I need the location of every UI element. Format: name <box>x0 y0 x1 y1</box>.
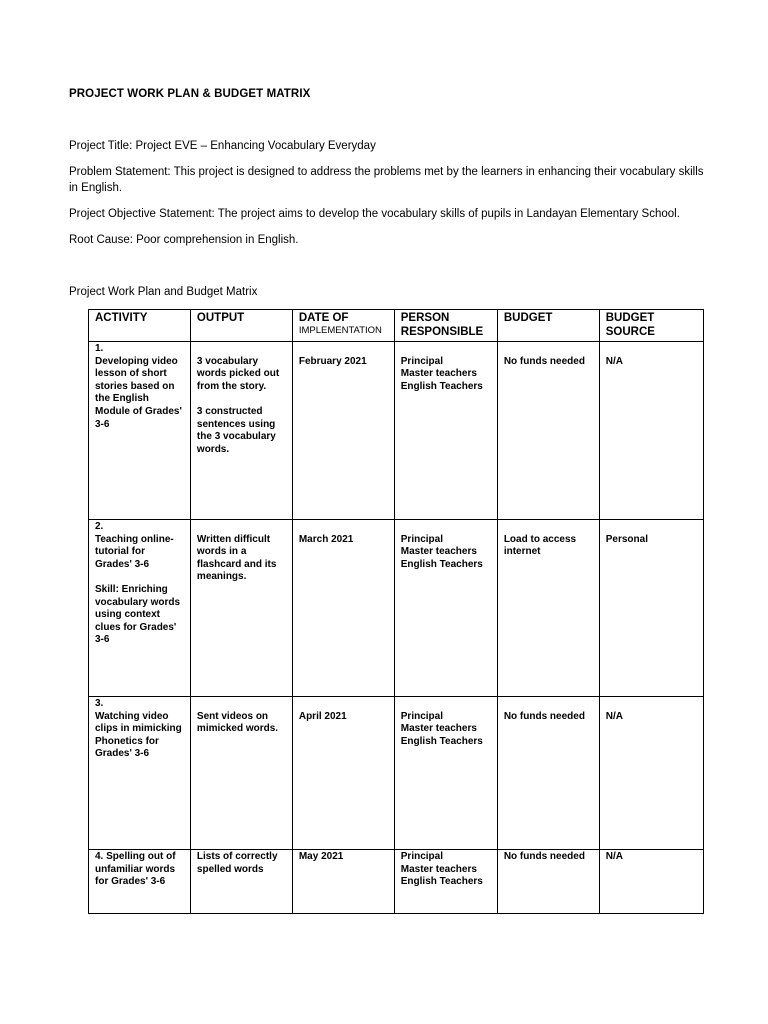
cell-output <box>190 342 292 520</box>
cell-budget <box>497 342 599 520</box>
source-text: N/A <box>605 710 623 722</box>
cell-output <box>190 850 292 914</box>
cell-date <box>292 850 394 914</box>
date-text: April 2021 <box>298 710 347 722</box>
table-row <box>89 850 704 914</box>
person-text: Principal Master teachers English Teachers <box>400 710 483 747</box>
cell-date <box>292 697 394 850</box>
cell-person <box>394 697 497 850</box>
cell-source <box>599 342 703 520</box>
activity-text: 2. Teaching online-tutorial for Grades' 3-6 Skill: Enriching vocabulary words using context clues for Grades' 3-6 <box>95 521 181 646</box>
matrix-caption: Project Work Plan and Budget Matrix <box>69 286 258 298</box>
cell-date <box>292 520 394 697</box>
source-text: N/A <box>605 355 623 367</box>
cell-activity <box>89 850 191 914</box>
cell-source <box>599 850 703 914</box>
date-text: February 2021 <box>298 355 367 367</box>
header-person: PERSON RESPONSIBLE <box>394 310 497 342</box>
header-date <box>292 310 394 342</box>
header-budget: BUDGET <box>497 310 599 342</box>
cell-output <box>190 520 292 697</box>
cell-budget <box>497 850 599 914</box>
budget-text: Load to access internet <box>503 533 577 558</box>
cell-budget <box>497 697 599 850</box>
header-date-sublabel: IMPLEMENTATION <box>298 325 382 336</box>
table-header-row <box>89 310 704 342</box>
header-output: OUTPUT <box>190 310 292 342</box>
output-text: Written difficult words in a flashcard and its meanings. <box>196 533 277 583</box>
activity-text: 3. Watching video clips in mimicking Phonetics for Grades' 3-6 <box>95 698 182 760</box>
date-text: March 2021 <box>298 533 354 545</box>
cell-date <box>292 342 394 520</box>
cell-activity <box>89 697 191 850</box>
budget-text: No funds needed <box>503 851 585 862</box>
cell-person <box>394 342 497 520</box>
cell-source <box>599 697 703 850</box>
person-text: Principal Master teachers English Teachers <box>400 533 483 570</box>
objective-statement: Project Objective Statement: The project aims to develop the vocabulary skills of pupils in Landayan Elementary School. <box>69 208 680 220</box>
work-plan-budget-table <box>88 309 704 914</box>
source-text: N/A <box>605 851 623 862</box>
budget-text: No funds needed <box>503 710 585 722</box>
root-cause: Root Cause: Poor comprehension in English. <box>69 234 299 246</box>
activity-text: 4. Spelling out of unfamiliar words for Grades' 3-6 <box>95 851 176 888</box>
table-row <box>89 342 704 520</box>
document-heading: PROJECT WORK PLAN & BUDGET MATRIX <box>69 88 311 100</box>
cell-output <box>190 697 292 850</box>
cell-activity <box>89 342 191 520</box>
date-text: May 2021 <box>298 851 344 862</box>
project-title: Project Title: Project EVE – Enhancing Vocabulary Everyday <box>69 140 376 152</box>
person-text: Principal Master teachers English Teachers <box>400 355 483 392</box>
cell-person <box>394 850 497 914</box>
activity-text: 1. Developing video lesson of short stories based on the English Module of Grades' 3-6 <box>95 343 182 430</box>
cell-budget <box>497 520 599 697</box>
header-date-label: DATE OF <box>298 312 349 324</box>
output-text: Lists of correctly spelled words <box>196 851 278 875</box>
cell-source <box>599 520 703 697</box>
source-text: Personal <box>605 533 648 545</box>
header-activity: ACTIVITY <box>89 310 191 342</box>
table-row <box>89 520 704 697</box>
budget-text: No funds needed <box>503 355 585 367</box>
table-row <box>89 697 704 850</box>
header-source: BUDGET SOURCE <box>599 310 703 342</box>
person-text: Principal Master teachers English Teachers <box>400 851 483 888</box>
cell-person <box>394 520 497 697</box>
output-text: Sent videos on mimicked words. <box>196 710 279 735</box>
cell-activity <box>89 520 191 697</box>
output-text: 3 vocabulary words picked out from the story. 3 constructed sentences using the 3 vocabulary words. <box>196 355 280 455</box>
problem-statement: Problem Statement: This project is designed to address the problems met by the learners in enhancing their vocabulary skills in English. <box>69 166 704 194</box>
